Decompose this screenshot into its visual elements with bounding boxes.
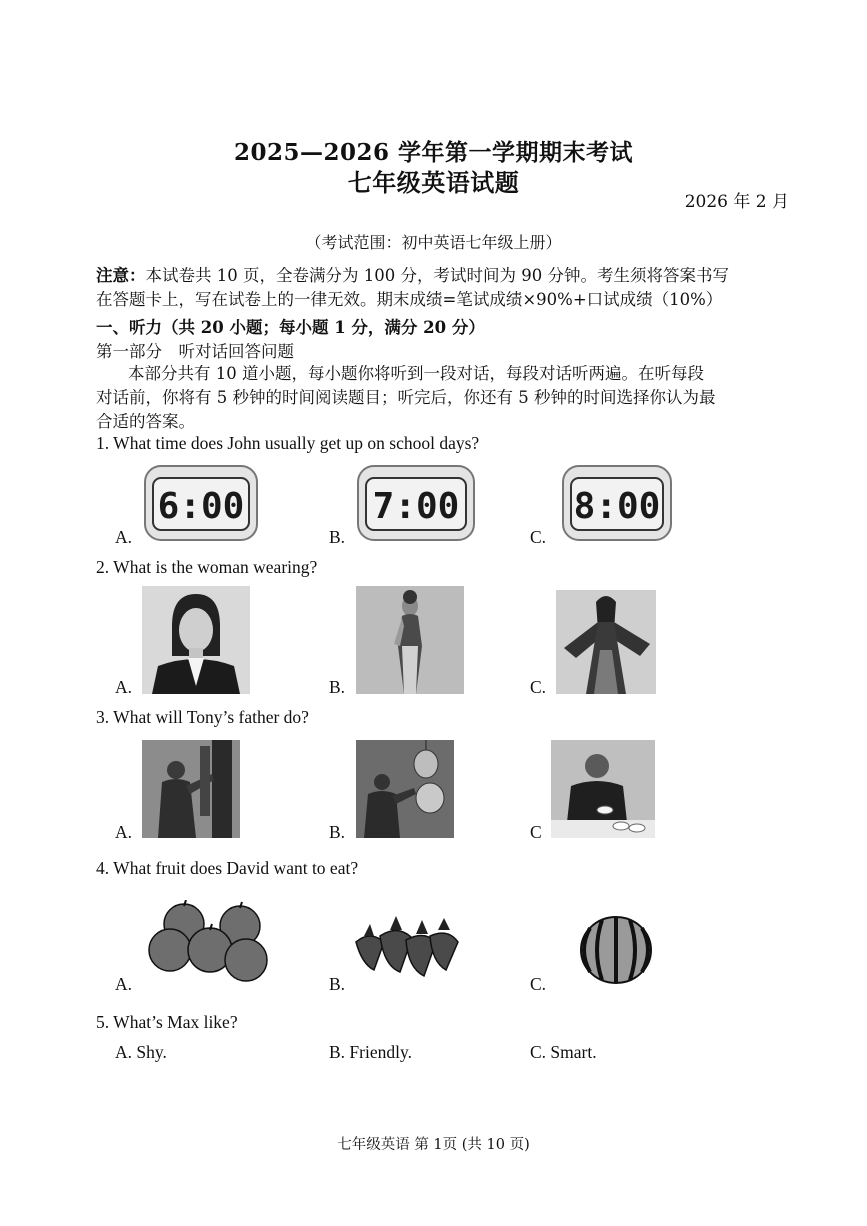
q3-option-a-label[interactable]: A. xyxy=(115,822,133,842)
q4-option-b-label[interactable]: B. xyxy=(329,974,346,994)
exam-scope: （考试范围：初中英语七年级上册） xyxy=(305,233,562,252)
notice-line2: 在答题卡上，写在试卷上的一律无效。期末成绩=笔试成绩×90%+口试成绩（10%） xyxy=(96,290,723,309)
woman-suit-photo[interactable] xyxy=(142,586,250,694)
q4-option-a-label[interactable]: A. xyxy=(115,974,133,994)
question-5: 5. What’s Max like? xyxy=(96,1012,238,1032)
part-title: 第一部分 听对话回答问题 xyxy=(96,342,294,361)
question-1: 1. What time does John usually get up on school days? xyxy=(96,433,480,453)
q1-option-c-label[interactable]: C. xyxy=(530,527,547,547)
notice xyxy=(96,264,796,312)
man-hanging-couplet-photo[interactable] xyxy=(142,740,240,838)
exam-subtitle: 七年级英语试题 xyxy=(347,168,520,197)
question-4: 4. What fruit does David want to eat? xyxy=(96,858,359,878)
clock-c-digits: 8:00 xyxy=(573,486,661,527)
q3-option-c-label[interactable]: C xyxy=(530,822,542,842)
woman-hanfu-photo[interactable] xyxy=(556,590,656,694)
q2-option-b-label[interactable]: B. xyxy=(329,677,346,697)
exam-title: 2025—2026 学年第一学期期末考试 xyxy=(233,139,634,166)
apples-image[interactable] xyxy=(146,900,270,984)
q4-option-c-label[interactable]: C. xyxy=(530,974,547,994)
page-footer: 七年级英语 第 1页 (共 10 页) xyxy=(337,1137,530,1153)
q5-option-c[interactable]: C. Smart. xyxy=(530,1042,597,1062)
clock-a-digits: 6:00 xyxy=(157,486,245,527)
man-hanging-lanterns-photo[interactable] xyxy=(356,740,454,838)
clock-image-c[interactable] xyxy=(561,462,673,544)
question-2: 2. What is the woman wearing? xyxy=(96,557,318,577)
question-3: 3. What will Tony’s father do? xyxy=(96,707,309,727)
q2-option-a-label[interactable]: A. xyxy=(115,677,133,697)
notice-label: 注意： xyxy=(96,266,146,285)
woman-qipao-photo[interactable] xyxy=(356,586,464,694)
strawberries-image[interactable] xyxy=(350,912,462,980)
part-instructions xyxy=(96,362,796,434)
instructions-line2: 对话前，你将有 5 秒钟的时间阅读题目；听完后，你还有 5 秒钟的时间选择你认为最 xyxy=(96,388,716,407)
q2-option-c-label[interactable]: C. xyxy=(530,677,547,697)
clock-image-b[interactable] xyxy=(356,462,476,544)
q5-option-a[interactable]: A. Shy. xyxy=(115,1042,167,1062)
instructions-line1: 本部分共有 10 道小题，每小题你将听到一段对话，每段对话听两遍。在听每段 xyxy=(128,364,704,383)
q3-option-b-label[interactable]: B. xyxy=(329,822,346,842)
notice-line1: 本试卷共 10 页，全卷满分为 100 分，考试时间为 90 分钟。考生须将答案书写 xyxy=(145,266,729,285)
watermelon-image[interactable] xyxy=(578,914,654,986)
q1-option-b-label[interactable]: B. xyxy=(329,527,346,547)
exam-date: 2026 年 2 月 xyxy=(684,192,789,212)
section-heading: 一、听力（共 20 小题；每小题 1 分，满分 20 分） xyxy=(96,318,485,337)
q5-option-b[interactable]: B. Friendly. xyxy=(329,1042,412,1062)
clock-b-digits: 7:00 xyxy=(372,486,460,527)
clock-image-a[interactable] xyxy=(143,462,259,544)
man-making-dumplings-photo[interactable] xyxy=(551,740,655,838)
q1-option-a-label[interactable]: A. xyxy=(115,527,133,547)
instructions-line3: 合适的答案。 xyxy=(96,412,195,431)
